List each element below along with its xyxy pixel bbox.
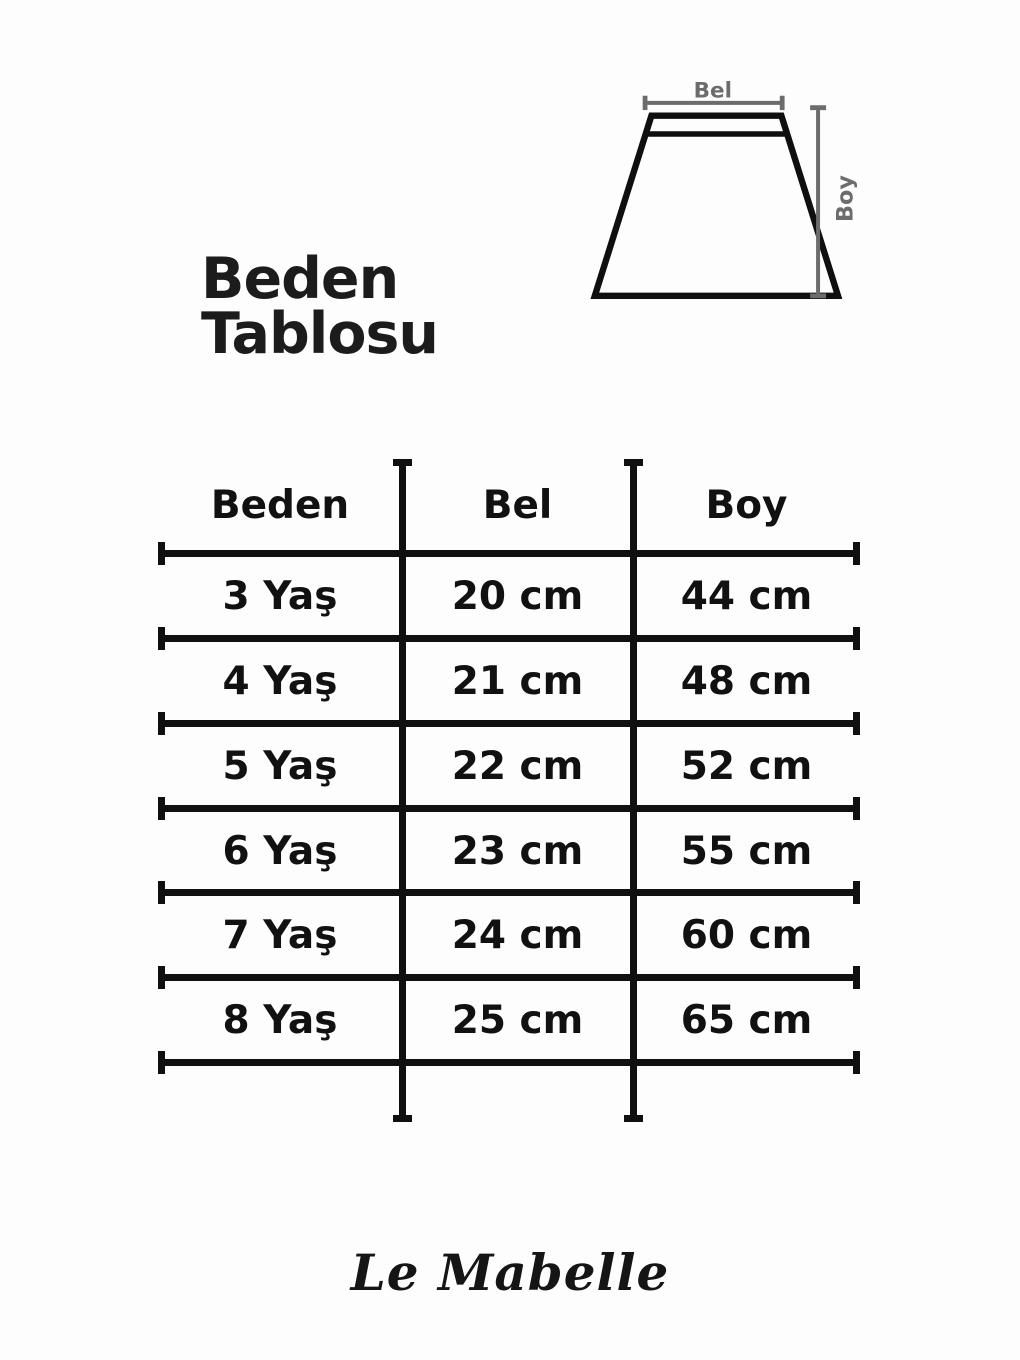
- bel-measure-label: Bel: [693, 78, 733, 104]
- table-row: [158, 897, 860, 974]
- page-title-line1: Beden: [201, 246, 399, 312]
- cell-bel: 21 cm: [451, 659, 584, 704]
- column-header-bel: Bel: [482, 482, 553, 528]
- cell-boy: 52 cm: [680, 744, 813, 789]
- column-header-boy: Boy: [705, 482, 788, 528]
- cell-boy: 60 cm: [680, 913, 813, 958]
- boy-measure-label: Boy: [832, 175, 859, 223]
- page-title-line2: Tablosu: [201, 301, 439, 367]
- table-rule-horizontal: [158, 720, 860, 727]
- page-title: [201, 246, 439, 367]
- cell-beden: 5 Yaş: [222, 744, 338, 789]
- cell-boy: 65 cm: [680, 998, 813, 1043]
- cell-beden: 6 Yaş: [222, 829, 338, 874]
- table-row: [158, 643, 860, 720]
- brand-logo: Le Mabelle: [350, 1243, 670, 1302]
- cell-boy: 55 cm: [680, 829, 813, 874]
- table-header-row: [158, 460, 860, 550]
- table-row: [158, 728, 860, 805]
- cell-bel: 22 cm: [451, 744, 584, 789]
- table-rule-horizontal: [158, 805, 860, 812]
- table-rule-horizontal: [158, 635, 860, 642]
- cell-boy: 44 cm: [680, 574, 813, 619]
- skirt-diagram: [540, 75, 900, 370]
- table-rule-horizontal: [158, 974, 860, 981]
- size-table: [158, 458, 860, 1128]
- cell-beden: 3 Yaş: [222, 574, 338, 619]
- cell-bel: 20 cm: [451, 574, 584, 619]
- cell-bel: 24 cm: [451, 913, 584, 958]
- cell-beden: 8 Yaş: [222, 998, 338, 1043]
- cell-beden: 7 Yaş: [222, 913, 338, 958]
- cell-boy: 48 cm: [680, 659, 813, 704]
- cell-bel: 25 cm: [451, 998, 584, 1043]
- table-rule-horizontal: [158, 889, 860, 896]
- skirt-outline: [595, 116, 838, 296]
- cell-bel: 23 cm: [451, 829, 584, 874]
- table-rule-horizontal: [158, 1059, 860, 1066]
- table-row: [158, 558, 860, 635]
- table-row: [158, 982, 860, 1059]
- cell-beden: 4 Yaş: [222, 659, 338, 704]
- column-header-beden: Beden: [210, 482, 350, 528]
- table-row: [158, 813, 860, 890]
- table-rule-horizontal: [158, 550, 860, 557]
